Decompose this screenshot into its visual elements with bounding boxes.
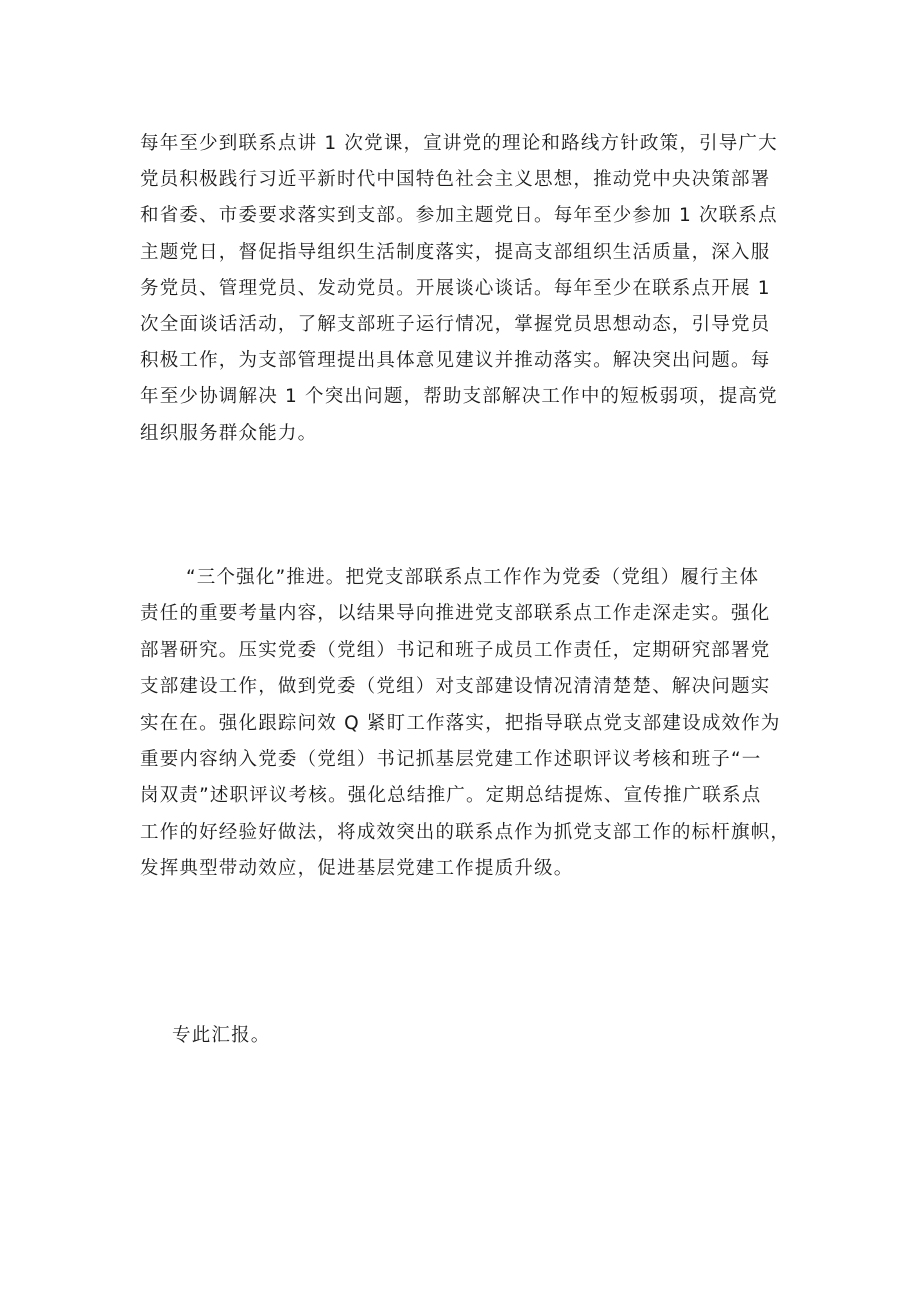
paragraph1-line: 务党员、管理党员、发动党员。开展谈心谈话。每年至少在联系点开展 1: [140, 277, 771, 299]
paragraph1-line: 年至少协调解决 1 个突出问题，帮助支部解决工作中的短板弱项，提高党: [140, 386, 778, 408]
paragraph2-line: 支部建设工作，做到党委（党组）对支部建设情况清清楚楚、解决问题实: [140, 676, 771, 698]
paragraph2-line: 责任的重要考量内容，以结果导向推进党支部联系点工作走深走实。强化: [140, 603, 771, 625]
paragraph2-line: “三个强化”推进。把党支部联系点工作作为党委（党组）履行主体: [186, 567, 760, 588]
paragraph1-line: 主题党日，督促指导组织生活制度落实，提高支部组织生活质量，深入服: [140, 241, 771, 263]
paragraph2-line: 工作的好经验好做法，将成效突出的联系点作为抓党支部工作的标杆旗帜，: [140, 821, 791, 843]
paragraph1-line: 党员积极践行习近平新时代中国特色社会主义思想，推动党中央决策部署: [140, 169, 771, 191]
paragraph2-line: 重要内容纳入党委（党组）书记抓基层党建工作述职评议考核和班子“一: [140, 749, 762, 770]
paragraph2-line: 发挥典型带动效应，促进基层党建工作提质升级。: [140, 858, 574, 880]
paragraph1-line: 组织服务群众能力。: [140, 422, 318, 444]
paragraph1-line: 次全面谈话活动，了解支部班子运行情况，掌握党员思想动态，引导党员: [140, 314, 771, 335]
closing-line: 专此汇报。: [172, 1025, 271, 1046]
paragraph1-line: 和省委、市委要求落实到支部。参加主题党日。每年至少参加 1 次联系点: [140, 205, 778, 227]
paragraph2-line: 部署研究。压实党委（党组）书记和班子成员工作责任，定期研究部署党: [140, 639, 771, 661]
paragraph1-line: 积极工作，为支部管理提出具体意见建议并推动落实。解决突出问题。每: [140, 350, 771, 372]
paragraph1-line: 每年至少到联系点讲 1 次党课，宣讲党的理论和路线方针政策，引导广大: [140, 133, 778, 154]
paragraph2-line: 实在在。强化跟踪问效 Q 紧盯工作落实，把指导联点党支部建设成效作为: [140, 712, 781, 734]
paragraph2-line: 岗双责”述职评议考核。强化总结推广。定期总结提炼、宣传推广联系点: [140, 785, 762, 807]
